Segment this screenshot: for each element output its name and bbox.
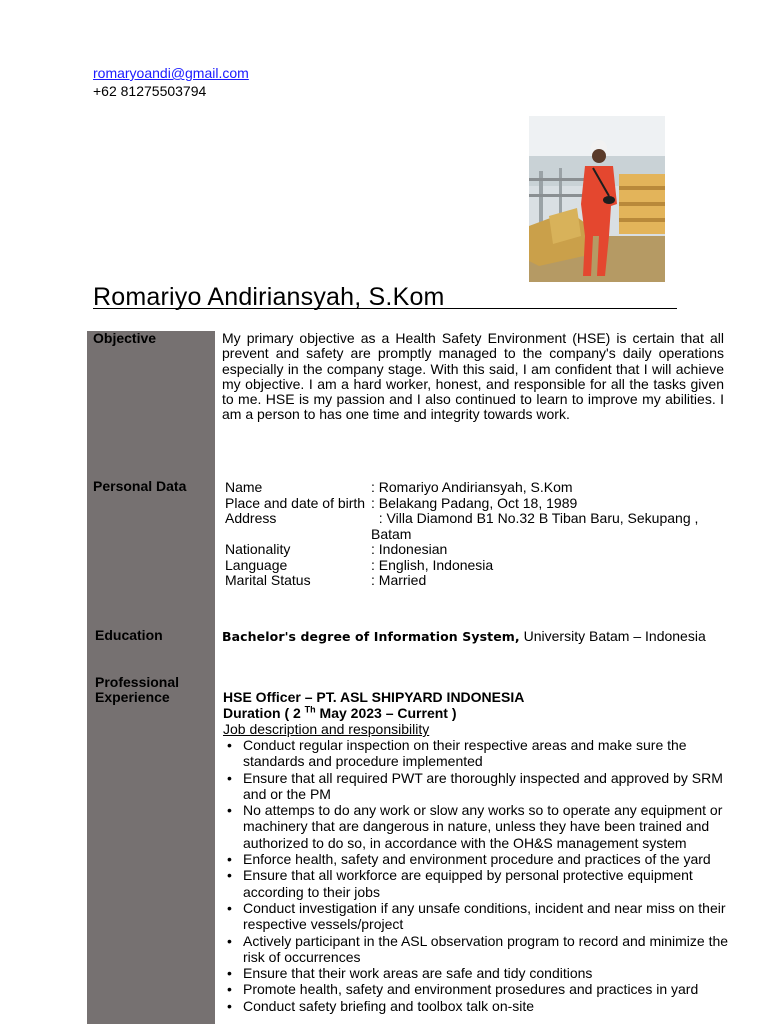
personal-data-table: [225, 480, 711, 589]
job-duration: [223, 705, 743, 721]
bullet-icon: •: [227, 769, 232, 786]
personal-data-row: [225, 542, 711, 558]
contact-block: [93, 64, 249, 100]
education-label: Education: [95, 627, 163, 643]
field-label: Address: [225, 510, 277, 526]
list-item: [223, 981, 743, 997]
field-value: : English, Indonesia: [371, 556, 494, 573]
bullet-icon: •: [227, 965, 232, 982]
objective-label: Objective: [93, 330, 157, 346]
objective-text: My primary objective as a Health Safety Environment (HSE) is certain that all prevent and safety are promptly managed to the company's daily operations especially in the company stage. With this said, I am confident that I will achieve my objective. I am a hard worker, honest, and responsible for all the tasks given to me. HSE is my passion and I also continued to learn to improve my abilities. I am a person to has one time and integrity towards work.: [222, 330, 724, 423]
personal-data-row: [225, 573, 711, 589]
email-link[interactable]: romaryoandi@gmail.com: [93, 65, 249, 81]
duty-text: Conduct safety briefing and toolbox talk on-site: [243, 997, 535, 1014]
field-value: : Romariyo Andiriansyah, S.Kom: [371, 479, 573, 495]
bullet-icon: •: [227, 899, 232, 916]
job-description-heading: Job description and responsibility: [223, 721, 430, 737]
bullet-icon: •: [227, 867, 232, 884]
list-item: [223, 965, 743, 981]
experience-block: [223, 689, 743, 1014]
name-heading-line: [93, 282, 677, 309]
field-label: Language: [225, 556, 288, 573]
degree-name: Bachelor's degree of Information System,: [222, 629, 520, 644]
section-sidebar: [87, 331, 215, 1024]
personal-data-row: [225, 511, 711, 542]
list-item: [223, 867, 743, 900]
phone-number: +62 81275503794: [93, 83, 207, 99]
education-entry: [222, 628, 706, 644]
bullet-icon: •: [227, 997, 232, 1014]
job-title: HSE Officer – PT. ASL SHIPYARD INDONESIA: [223, 689, 525, 705]
field-value: : Belakang Padang, Oct 18, 1989: [371, 494, 578, 511]
duty-text: Ensure that all required PWT are thoroughly inspected and approved by SRM and or the PM: [243, 769, 723, 802]
field-value: : Married: [371, 572, 427, 588]
duty-text: Actively participant in the ASL observation program to record and minimize the risk of occurrences: [243, 932, 729, 965]
personal-data-label: Personal Data: [93, 478, 187, 494]
duty-text: Ensure that their work areas are safe and tidy conditions: [243, 965, 593, 982]
bullet-icon: •: [227, 981, 232, 998]
duration-prefix: Duration ( 2: [223, 705, 305, 721]
duty-text: Conduct regular inspection on their respective areas and make sure the standards and procedure implemented: [243, 737, 687, 770]
field-label: Place and date of birth: [225, 494, 366, 511]
experience-label-line1: Professional: [95, 674, 180, 690]
candidate-name: Romariyo Andiriansyah, S.Kom: [93, 283, 445, 311]
list-item: [223, 900, 743, 933]
field-value: : Villa Diamond B1 No.32 B Tiban Baru, Sekupang , Batam: [371, 510, 703, 542]
duty-text: Ensure that all workforce are equipped by personal protective equipment according to their jobs: [243, 867, 693, 900]
experience-label-line2: Experience: [95, 689, 170, 705]
field-value: : Indonesian: [371, 541, 448, 557]
profile-photo: [529, 116, 665, 282]
bullet-icon: •: [227, 737, 232, 753]
field-label: Name: [225, 479, 263, 495]
list-item: [223, 933, 743, 966]
duty-text: Conduct investigation if any unsafe conditions, incident and near miss on their respective vessels/project: [243, 899, 726, 933]
list-item: [223, 737, 743, 770]
list-item: [223, 802, 743, 851]
bullet-icon: •: [227, 802, 232, 819]
duty-text: No attemps to do any work or slow any works so to operate any equipment or machinery that are dangerous in nature, unless they have been trained and authorized to do so, in accordance with the OH&S management system: [243, 802, 723, 851]
institution-name: University Batam – Indonesia: [519, 628, 706, 644]
duration-suffix: May 2023 – Current ): [315, 705, 457, 721]
list-item: [223, 998, 743, 1014]
list-item: [223, 851, 743, 867]
duration-superscript: Th: [304, 704, 316, 715]
duties-list: [223, 737, 743, 1014]
duty-text: Enforce health, safety and environment procedure and practices of the yard: [243, 851, 711, 868]
personal-data-row: [225, 480, 711, 496]
duty-text: Promote health, safety and environment prosedures and practices in yard: [243, 981, 699, 998]
field-label: Nationality: [225, 541, 291, 557]
bullet-icon: •: [227, 932, 232, 949]
list-item: [223, 770, 743, 803]
experience-label: [95, 675, 179, 705]
personal-data-row: [225, 558, 711, 574]
personal-data-row: [225, 496, 711, 512]
field-label: Marital Status: [225, 572, 311, 588]
bullet-icon: •: [227, 851, 232, 868]
